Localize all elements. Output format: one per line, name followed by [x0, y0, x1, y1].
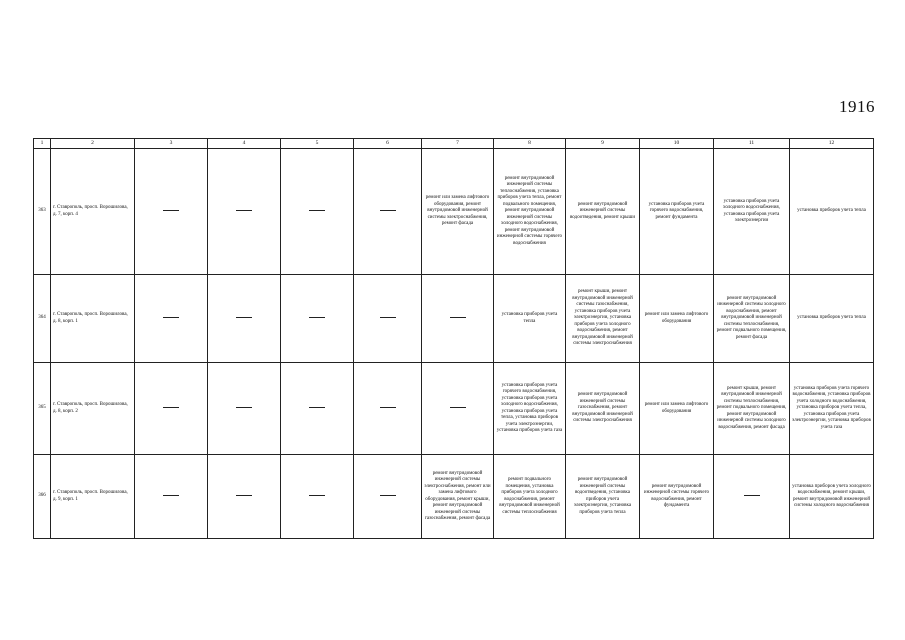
dash-mark: [163, 495, 179, 496]
table-row: [34, 275, 874, 363]
empty-cell: [208, 455, 281, 539]
work-cell: ремонт внутридомовой инженерной системы водоотведения, ремонт крыши: [566, 149, 640, 275]
empty-cell: [208, 275, 281, 363]
empty-cell: [135, 455, 208, 539]
row-address: г. Ставрополь, просп. Ворошилова, д. 7, корп. 4: [51, 149, 135, 275]
work-cell: ремонт внутридомовой инженерной системы теплоснабжения, установка приборов учета тепла, ремонт подвального помещения, ремонт внутридомовой инженерной системы холодного водоснабжения, ремонт внутридомовой инженерной системы горячего водоснабжения: [494, 149, 566, 275]
work-cell: ремонт подвального помещения, установка приборов учета холодного водоснабжения, ремонт внутридомовой инженерной системы теплоснабжения: [494, 455, 566, 539]
empty-cell: [135, 149, 208, 275]
dash-mark: [309, 210, 325, 211]
page-number: 1916: [839, 97, 875, 116]
work-cell: ремонт внутридомовой инженерной системы электроснабжения, ремонт или замена лифтового оборудования, ремонт крыши, ремонт внутридомовой инженерной системы газоснабжения, ремонт фасада: [422, 455, 494, 539]
table-row: [34, 363, 874, 455]
dash-mark: [236, 317, 252, 318]
row-number: 366: [34, 455, 51, 539]
col-header: 5: [281, 139, 354, 149]
dash-mark: [236, 495, 252, 496]
empty-cell: [208, 149, 281, 275]
dash-mark: [744, 495, 760, 496]
empty-cell: [281, 275, 354, 363]
work-cell: установка приборов учета тепла: [790, 275, 874, 363]
dash-mark: [450, 317, 466, 318]
dash-mark: [309, 407, 325, 408]
empty-cell: [422, 275, 494, 363]
empty-cell: [135, 363, 208, 455]
work-cell: установка приборов учета тепла: [790, 149, 874, 275]
empty-cell: [354, 275, 422, 363]
row-address: г. Ставрополь, просп. Ворошилова, д. 8, корп. 1: [51, 275, 135, 363]
col-header: 1: [34, 139, 51, 149]
table-row: [34, 455, 874, 539]
work-cell: установка приборов учета холодного водоснабжения, ремонт крыши, ремонт внутридомовой инженерной системы холодного водоснабжения: [790, 455, 874, 539]
row-number: 365: [34, 363, 51, 455]
dash-mark: [380, 317, 396, 318]
dash-mark: [380, 407, 396, 408]
dash-mark: [380, 495, 396, 496]
dash-mark: [163, 317, 179, 318]
work-cell: установка приборов учета тепла: [494, 275, 566, 363]
empty-cell: [208, 363, 281, 455]
dash-mark: [236, 210, 252, 211]
col-header: 2: [51, 139, 135, 149]
dash-mark: [163, 407, 179, 408]
col-header: 8: [494, 139, 566, 149]
work-cell: установка приборов учета горячего водоснабжения, ремонт фундамента: [640, 149, 714, 275]
col-header: 3: [135, 139, 208, 149]
work-cell: ремонт крыши, ремонт внутридомовой инженерной системы газоснабжения, установка приборов учета электроэнергии, установка приборов учета холодного водоснабжения, ремонт внутридомовой инженерной системы электроснабжения: [566, 275, 640, 363]
dash-mark: [163, 210, 179, 211]
dash-mark: [450, 407, 466, 408]
work-cell: ремонт или замена лифтового оборудования: [640, 363, 714, 455]
work-cell: ремонт или замена лифтового оборудования, ремонт внутридомовой инженерной системы электроснабжения, ремонт фасада: [422, 149, 494, 275]
col-header: 7: [422, 139, 494, 149]
empty-cell: [354, 363, 422, 455]
col-header: 9: [566, 139, 640, 149]
dash-mark: [309, 495, 325, 496]
empty-cell: [135, 275, 208, 363]
col-header: 12: [790, 139, 874, 149]
repair-schedule-table: [33, 138, 874, 539]
dash-mark: [380, 210, 396, 211]
work-cell: установка приборов учета холодного водоснабжения, установка приборов учета электроэнергии: [714, 149, 790, 275]
col-header: 6: [354, 139, 422, 149]
col-header: 10: [640, 139, 714, 149]
work-cell: ремонт внутридомовой инженерной системы газоснабжения, ремонт внутридомовой инженерной системы электроснабжения: [566, 363, 640, 455]
work-cell: ремонт внутридомовой инженерной системы водоотведения, установка приборов учета электроэнергии, установка приборов учета тепла: [566, 455, 640, 539]
table-row: [34, 149, 874, 275]
work-cell: ремонт или замена лифтового оборудования: [640, 275, 714, 363]
empty-cell: [281, 363, 354, 455]
empty-cell: [354, 149, 422, 275]
work-cell: ремонт внутридомовой инженерной системы горячего водоснабжения, ремонт фундамента: [640, 455, 714, 539]
empty-cell: [281, 455, 354, 539]
empty-cell: [714, 455, 790, 539]
dash-mark: [236, 407, 252, 408]
empty-cell: [354, 455, 422, 539]
work-cell: ремонт крыши, ремонт внутридомовой инженерной системы теплоснабжения, ремонт подвального помещения, ремонт внутридомовой инженерной системы холодного водоснабжения, ремонт фасада: [714, 363, 790, 455]
empty-cell: [281, 149, 354, 275]
work-cell: установка приборов учета горячего водоснабжения, установка приборов учета холодного водоснабжения, установка приборов учета тепла, установка приборов учета электроэнергии, установка приборов учета газа: [790, 363, 874, 455]
row-address: г. Ставрополь, просп. Ворошилова, д. 9, корп. 1: [51, 455, 135, 539]
row-number: 364: [34, 275, 51, 363]
header-row: [34, 139, 874, 149]
work-cell: установка приборов учета горячего водоснабжения, установка приборов учета холодного водоснабжения, установка приборов учета тепла, установка приборов учета электроэнергии, установка приборов учета газа: [494, 363, 566, 455]
empty-cell: [422, 363, 494, 455]
work-cell: ремонт внутридомовой инженерной системы холодного водоснабжения, ремонт внутридомовой инженерной системы теплоснабжения, ремонт подвального помещения, ремонт фасада: [714, 275, 790, 363]
col-header: 4: [208, 139, 281, 149]
row-number: 363: [34, 149, 51, 275]
row-address: г. Ставрополь, просп. Ворошилова, д. 8, корп. 2: [51, 363, 135, 455]
col-header: 11: [714, 139, 790, 149]
dash-mark: [309, 317, 325, 318]
